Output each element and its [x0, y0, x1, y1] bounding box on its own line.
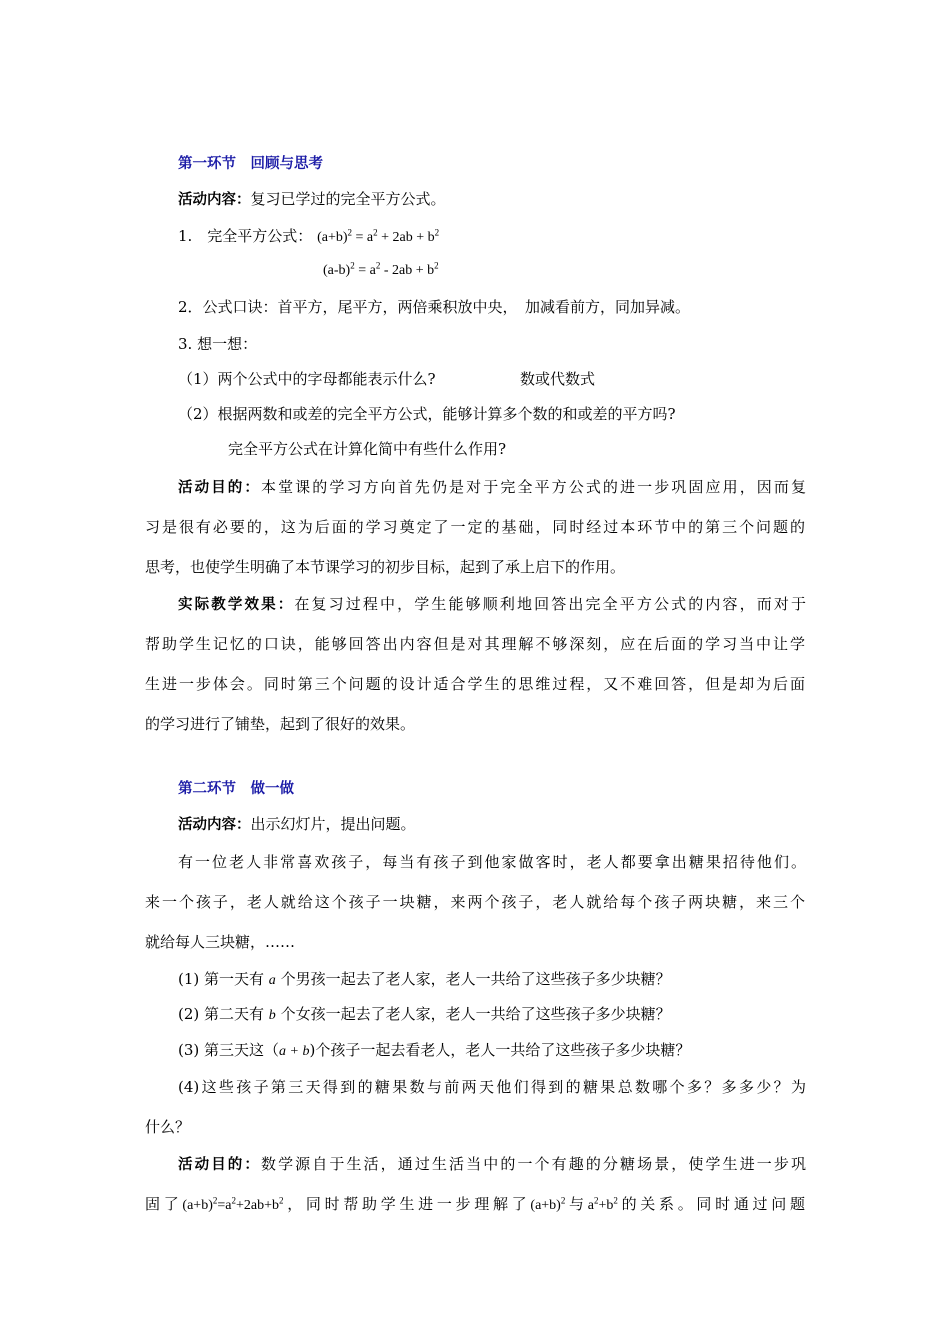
purpose-para-line: 活动目的：本堂课的学习方向首先仍是对于完全平方公式的进一步巩固应用，因而复 — [178, 478, 806, 496]
item1-label: 1. 完全平方公式： — [178, 227, 313, 245]
problem-1: (1) 第一天有 a 个男孩一起去了老人家，老人一共给了这些孩子多少块糖？ — [178, 970, 671, 988]
question-1-answer: 数或代数式 — [520, 370, 596, 388]
activity-label: 活动内容： — [178, 192, 251, 208]
problem-2: (2) 第二天有 b 个女孩一起去了老人家，老人一共给了这些孩子多少块糖？ — [178, 1005, 671, 1023]
problem-4-cont: 什么？ — [145, 1118, 191, 1136]
story-line: 有一位老人非常喜欢孩子，每当有孩子到他家做客时，老人都要拿出糖果招待他们。 — [178, 853, 806, 871]
question-2: （2）根据两数和或差的完全平方公式，能够计算多个数的和或差的平方吗? — [178, 405, 676, 423]
effect-para-line: 实际教学效果：在复习过程中，学生能够顺利地回答出完全平方公式的内容，而对于 — [178, 595, 806, 613]
problem-3: (3) 第三天这（a + b)个孩子一起去看老人，老人一共给了这些孩子多少块糖？ — [178, 1041, 691, 1059]
item3-think: 3. 想一想： — [178, 335, 258, 353]
purpose-para-line: 习是很有必要的，这为后面的学习奠定了一定的基础，同时经过本环节中的第三个问题的 — [145, 518, 805, 536]
question-2-cont: 完全平方公式在计算化简中有些什么作用? — [228, 440, 507, 458]
activity-text: 复习已学过的完全平方公式。 — [250, 190, 446, 208]
section1-activity — [178, 189, 446, 210]
effect-para-line: 生进一步体会。同时第三个问题的设计适合学生的思维过程，又不难回答，但是却为后面 — [145, 675, 805, 693]
purpose2-line: 活动目的：数学源自于生活，通过生活当中的一个有趣的分糖场景，使学生进一步巩 — [178, 1155, 806, 1173]
section2-heading: 第二环节 做一做 — [178, 781, 294, 797]
story-line: 来一个孩子，老人就给这个孩子一块糖，来两个孩子，老人就给每个孩子两块糖，来三个 — [145, 893, 805, 911]
section2-activity: 活动内容：出示幻灯片，提出问题。 — [178, 815, 416, 833]
formula-sum-square: $(a+b)^2 = a^2 + 2ab + b^2$ — [317, 227, 440, 245]
effect-para-line: 帮助学生记忆的口诀，能够回答出内容但是对其理解不够深刻，应在后面的学习当中让学 — [145, 635, 805, 653]
story-line: 就给每人三块糖，…… — [145, 933, 296, 951]
effect-para-line: 的学习进行了铺垫，起到了很好的效果。 — [145, 715, 416, 733]
section1-heading: 第一环节 回顾与思考 — [178, 156, 323, 172]
formula-line-1 — [178, 226, 439, 248]
purpose-para-line: 思考，也使学生明确了本节课学习的初步目标，起到了承上启下的作用。 — [145, 558, 626, 576]
question-1: （1）两个公式中的字母都能表示什么? — [178, 370, 436, 388]
item2-mnemonic: 2．公式口诀：首平方，尾平方，两倍乘积放中央， 加减看前方，同加异减。 — [178, 298, 691, 316]
formula-diff-square: $(a-b)^2 = a^2 - 2ab + b^2$ — [323, 260, 439, 278]
purpose2-line: 固了$(a+b)^2=a^2+2ab+b^2$，同时帮助学生进一步理解了$(a+b)^2$与$a^2+b^2$的关系。同时通过问题 — [145, 1195, 805, 1213]
problem-4: (4)这些孩子第三天得到的糖果数与前两天他们得到的糖果总数哪个多？多多少？为 — [178, 1078, 806, 1096]
